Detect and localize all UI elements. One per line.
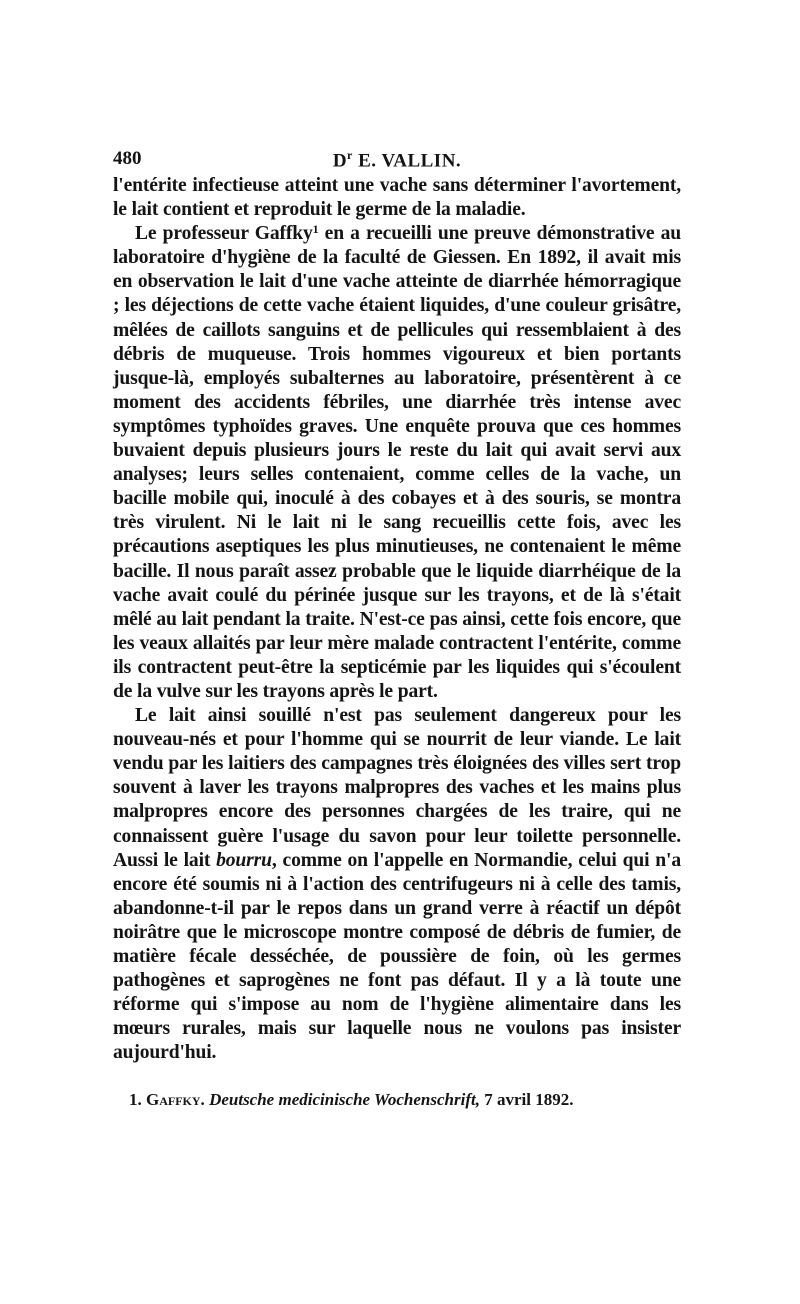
paragraph-lait-souille (113, 704, 681, 1065)
paragraph-continuation: l'entérite infectieuse atteint une vache sans déterminer l'avortement, le lait contient et reproduit le germe de la maladie. (113, 175, 681, 221)
footnote-reference: 1 (312, 222, 319, 237)
author-name: E. VALLIN. (352, 150, 462, 172)
footnote (113, 1089, 681, 1111)
running-title (113, 148, 681, 172)
footnote-author: Gaffky. (146, 1090, 205, 1110)
paragraph-gaffky (113, 222, 681, 704)
paragraph-text: Le lait ainsi souillé n'est pas seulement dangereux pour les nouveau-nés et pour l'homme qui se nourrit de leur viande. Le lait vendu par les laitiers des campagnes très éloignées des villes sert trop souvent à laver les trayons malpropres des vaches et les mains plus malpropres encore des personnes chargées de les traire, qui ne connaissent guère l'usage du savon pour leur toilette personnelle. Aussi le lait (113, 705, 681, 871)
body-text (113, 174, 681, 1065)
footnote-number: 1. (129, 1090, 142, 1110)
paragraph-text: en a recueilli une preuve démonstrative au laboratoire d'hygiène de la faculté de Giessen. En 1892, il avait mis en observation le lait d'une vache atteinte de diarrhée hémorragique ; les déjections de cette vache étaient liquides, d'une couleur grisâtre, mêlées de caillots sanguins et de pellicules qui ressemblaient à des débris de muqueuse. Trois hommes vigoureux et bien portants jusque-là, employés subalternes au laboratoire, présentèrent à ce moment des accidents fébriles, une diarrhée très intense avec symptômes typhoïdes graves. Une enquête prouva que ces hommes buvaient depuis plusieurs jours le reste du lait qui avait servi aux analyses; leurs selles contenaient, comme celles de la vache, un bacille mobile qui, inoculé à des cobayes et à des souris, se montra très virulent. Ni le lait ni le sang recueillis cette fois, avec les précautions aseptiques les plus minutieuses, ne contenaient le même bacille. Il nous paraît assez probable que le liquide diarrhéique de la vache avait coulé du périnée jusque sur les trayons, et de là s'était mêlé au lait pendant la traite. N'est-ce pas ainsi, cette fois encore, que les veaux allaités par leur mère malade contractent l'entérite, comme ils contractent peut-être la septicémie par les liquides qui s'écoulent de la vulve sur les trayons après le part. (113, 223, 682, 702)
book-page (113, 148, 681, 1111)
italic-term: bourru (216, 849, 272, 871)
author-prefix: D (332, 150, 348, 172)
footnote-date: 7 avril 1892. (484, 1090, 574, 1110)
paragraph-text: , comme on l'appelle en Normandie, celui qui n'a encore été soumis ni à l'action des centrifugeurs ni à celle des tamis, abandonne-t-il par le repos dans un grand verre à réactif un dépôt noirâtre que le microscope montre composé de débris de fumier, de matière fécale desséchée, de poussière de foin, où les germes pathogènes et saprogènes ne font pas défaut. Il y a là toute une réforme qui s'impose au nom de l'hygiène alimentaire dans les mœurs rurales, mais sur laquelle nous ne voulons pas insister aujourd'hui. (113, 849, 681, 1064)
page-number: 480 (113, 148, 142, 169)
author-prefix-superscript: r (347, 148, 353, 162)
paragraph-text: Le professeur Gaffky (135, 223, 313, 245)
running-header (113, 148, 681, 174)
footnote-journal: Deutsche medicinische Wochenschrift, (209, 1090, 480, 1110)
